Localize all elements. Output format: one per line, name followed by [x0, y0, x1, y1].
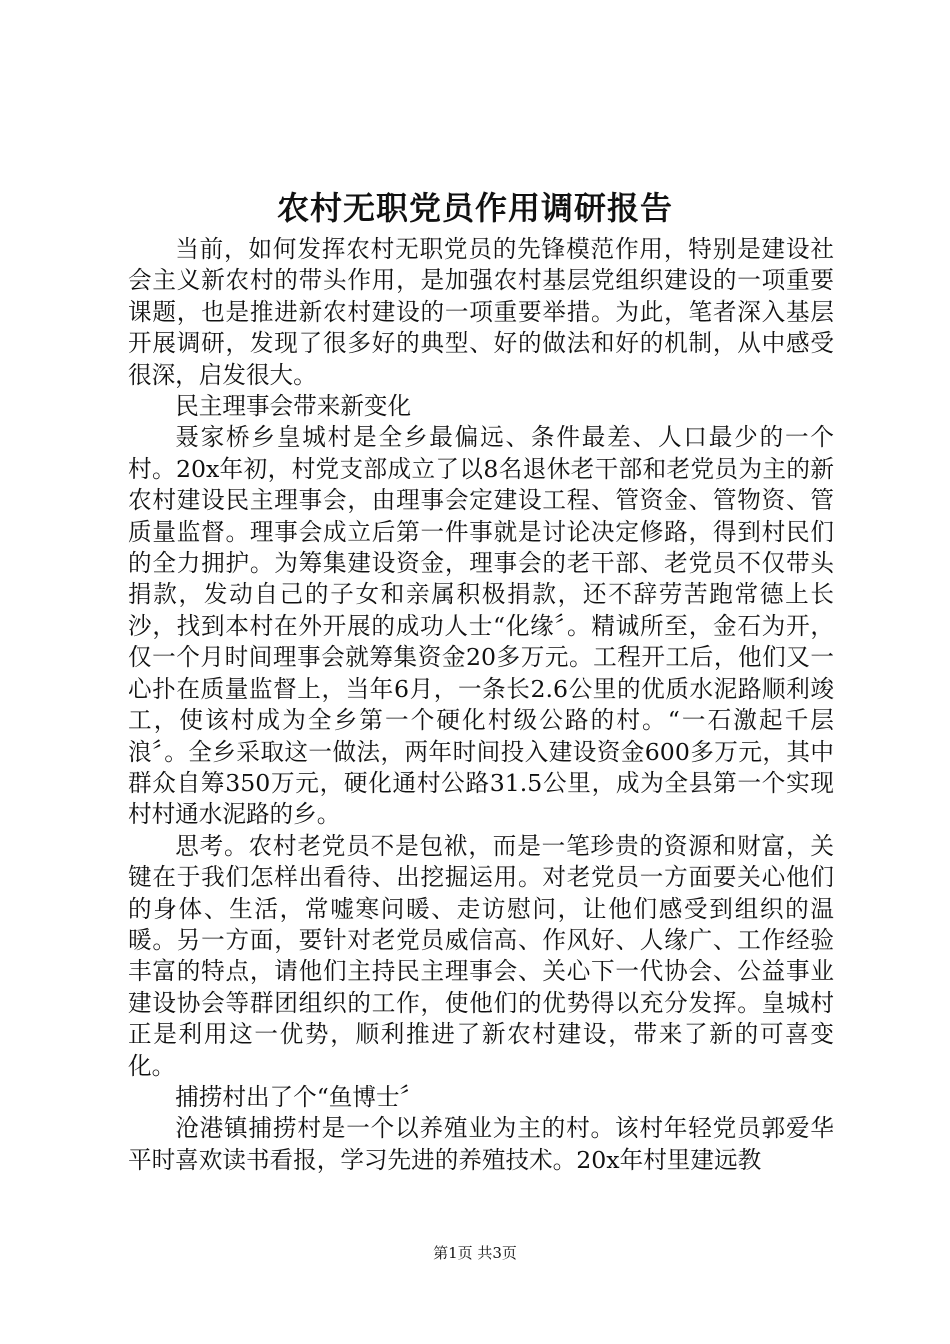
document-body — [128, 234, 834, 1176]
document-title: 农村无职党员作用调研报告 — [276, 189, 673, 227]
paragraph-bulao-village: 沧港镇捕捞村是一个以养殖业为主的村。该村年轻党员郭爱华平时喜欢读书看报，学习先进的养殖技术。20x年村里建远教 — [128, 1114, 834, 1174]
paragraph-reflection: 思考。农村老党员不是包袱，而是一笔珍贵的资源和财富，关键在于我们怎样出看待、出挖掘运用。对老党员一方面要关心他们的身体、生活，常嘘寒问暖、走访慰问，让他们感受到组织的温暖。另一方面，要针对老党员威信高、作风好、人缘广、工作经验丰富的特点，请他们主持民主理事会、关心下一代协会、公益事业建设协会等群团组织的工作，使他们的优势得以充分发挥。皇城村正是利用这一优势，顺利推进了新农村建设，带来了新的可喜变化。 — [128, 831, 834, 1080]
paragraph-intro: 当前，如何发挥农村无职党员的先锋模范作用，特别是建设社会主义新农村的带头作用，是加强农村基层党组织建设的一项重要课题，也是推进新农村建设的一项重要举措。为此，笔者深入基层开展调研，发现了很多好的典型、好的做法和好的机制，从中感受很深，启发很大。 — [128, 235, 834, 389]
page-number-footer: 第1页 共3页 — [433, 1244, 517, 1262]
paragraph-huangcheng-village: 聂家桥乡皇城村是全乡最偏远、条件最差、人口最少的一个村。20x年初，村党支部成立了以8名退休老干部和老党员为主的新农村建设民主理事会，由理事会定建设工程、管资金、管物资、管质量监督。理事会成立后第一件事就是讨论决定修路，得到村民们的全力拥护。为筹集建设资金，理事会的老干部、老党员不仅带头捐款，发动自己的子女和亲属积极捐款，还不辞劳苦跑常德上长沙，找到本村在外开展的成功人士“化缘〞。精诚所至，金石为开，仅一个月时间理事会就筹集资金20多万元。工程开工后，他们又一心扑在质量监督上，当年6月，一条长2.6公里的优质水泥路顺利竣工，使该村成为全乡第一个硬化村级公路的村。“一石激起千层浪〞。全乡采取这一做法，两年时间投入建设资金600多万元，其中群众自筹350万元，硬化通村公路31.5公里，成为全县第一个实现村村通水泥路的乡。 — [128, 423, 834, 829]
section-heading-fish-doctor: 捕捞村出了个“鱼博士〞 — [175, 1082, 424, 1111]
section-heading-democratic-council: 民主理事会带来新变化 — [175, 392, 412, 421]
